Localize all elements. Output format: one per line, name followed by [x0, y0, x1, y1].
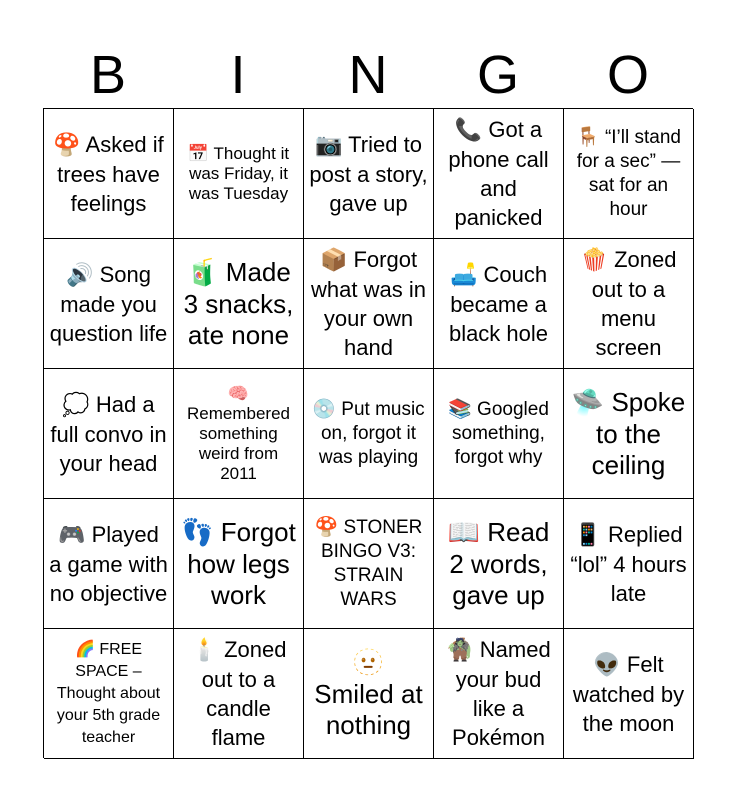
cell-label: Forgot what was in your own hand: [311, 247, 426, 360]
cell-content: [569, 650, 688, 738]
bingo-cell-r1-c3[interactable]: [304, 109, 434, 239]
bingo-cell-r4-c2[interactable]: [174, 499, 304, 629]
bingo-cell-r4-c5[interactable]: [564, 499, 694, 629]
cell-label: Tried to post a story, gave up: [309, 131, 428, 216]
cell-content: [569, 387, 688, 481]
cell-content: [309, 397, 428, 470]
bingo-cell-r4-c4[interactable]: [434, 499, 564, 629]
chair-icon: 🪑: [576, 126, 600, 148]
cell-label: Felt watched by the moon: [572, 651, 685, 736]
bingo-cell-r4-c1[interactable]: [44, 499, 174, 629]
cell-content: [439, 517, 558, 611]
cell-label: Made 3 snacks, ate none: [183, 256, 294, 350]
cell-label: Couch became a black hole: [448, 261, 549, 346]
bingo-cell-r5-c1[interactable]: [44, 629, 174, 759]
gamepad-icon: 🎮: [58, 522, 86, 548]
bingo-cell-r1-c1[interactable]: [44, 109, 174, 239]
rainbow-icon: 🌈: [74, 639, 95, 658]
book-icon: 📖: [447, 517, 480, 548]
cell-content: [309, 515, 428, 612]
cell-label: Song made you question life: [49, 261, 168, 346]
bingo-cell-r3-c3[interactable]: [304, 369, 434, 499]
cell-content: [179, 635, 298, 752]
ufo-icon: 🛸: [571, 387, 605, 418]
cell-content: [49, 520, 168, 608]
cell-content: [309, 647, 428, 741]
bingo-cell-r3-c5[interactable]: [564, 369, 694, 499]
cell-label: Asked if trees have feelings: [57, 131, 164, 216]
cell-label: Put music on, forgot it was playing: [318, 399, 425, 468]
bingo-cell-r2-c1[interactable]: [44, 239, 174, 369]
speaker-icon: 🔊: [66, 262, 94, 288]
cell-label: Googled something, forgot why: [452, 399, 549, 468]
cell-label: Read 2 words, gave up: [449, 516, 550, 610]
bingo-cell-r1-c5[interactable]: [564, 109, 694, 239]
cell-content: [49, 390, 168, 478]
cell-content: [439, 115, 558, 232]
dotted-face-icon: 🫥: [352, 647, 385, 678]
bingo-cell-r2-c2[interactable]: [174, 239, 304, 369]
cell-content: [179, 517, 298, 611]
header-letter-n: N: [348, 45, 388, 105]
header-letter-b: B: [89, 45, 127, 105]
cell-label: Got a phone call and panicked: [448, 117, 549, 230]
bingo-cell-r5-c3[interactable]: [304, 629, 434, 759]
cell-content: [569, 125, 688, 222]
bingo-cell-r3-c1[interactable]: [44, 369, 174, 499]
troll-icon: 🧌: [446, 638, 474, 663]
cell-label: Zoned out to a candle flame: [201, 637, 287, 750]
bingo-cell-r5-c2[interactable]: [174, 629, 304, 759]
candle-icon: 🕯️: [190, 638, 218, 663]
footprints-icon: 👣: [181, 517, 214, 548]
cell-content: [49, 260, 168, 348]
bingo-card-grid: [43, 108, 693, 758]
cell-label: Zoned out to a menu screen: [591, 247, 677, 360]
bingo-cell-r3-c4[interactable]: [434, 369, 564, 499]
camera-icon: 📷: [315, 132, 343, 158]
header-letter-i: I: [230, 45, 246, 105]
cell-content: [569, 245, 688, 362]
cell-label: Smiled at nothing: [314, 678, 423, 740]
bingo-cell-r1-c2[interactable]: [174, 109, 304, 239]
bingo-cell-r1-c4[interactable]: [434, 109, 564, 239]
alien-icon: 👽: [593, 652, 621, 678]
bingo-cell-r4-c3[interactable]: [304, 499, 434, 629]
thought-bubble-icon: 💭: [62, 392, 90, 418]
cell-label: Played a game with no objective: [49, 521, 168, 606]
cell-label: Replied “lol” 4 hours late: [570, 521, 687, 606]
phone-icon: 📱: [574, 522, 602, 548]
header-letter-g: G: [476, 45, 519, 105]
books-icon: 📚: [448, 398, 472, 420]
mushroom-icon: 🍄: [314, 516, 339, 538]
bingo-cell-r5-c5[interactable]: [564, 629, 694, 759]
header-letter-o: O: [606, 45, 649, 105]
cell-content: [49, 638, 168, 749]
cell-label: Forgot how legs work: [187, 516, 296, 610]
cell-label: FREE SPACE – Thought about your 5th grade teacher: [56, 641, 161, 746]
cell-content: [439, 635, 558, 752]
cell-content: [179, 384, 298, 484]
cell-content: [439, 260, 558, 348]
cell-label: Remembered something weird from 2011: [187, 403, 290, 483]
mushroom-icon: 🍄: [53, 132, 81, 158]
cell-label: Named your bud like a Pokémon: [452, 637, 551, 750]
cell-content: [49, 130, 168, 218]
cell-content: [309, 245, 428, 362]
bingo-cell-r2-c4[interactable]: [434, 239, 564, 369]
cell-label: Spoke to the ceiling: [591, 386, 686, 480]
popcorn-icon: 🍿: [580, 248, 608, 273]
bingo-cell-r5-c4[interactable]: [434, 629, 564, 759]
bingo-cell-r2-c3[interactable]: [304, 239, 434, 369]
cell-content: [309, 130, 428, 218]
bingo-header: [43, 42, 693, 108]
disc-icon: 💿: [312, 398, 336, 420]
cell-content: [179, 257, 298, 351]
couch-icon: 🛋️: [449, 262, 478, 288]
juice-box-icon: 🧃: [186, 257, 219, 288]
cell-label: Had a full convo in your head: [50, 391, 167, 476]
telephone-icon: 📞: [454, 118, 483, 143]
bingo-cell-r3-c2[interactable]: [174, 369, 304, 499]
bingo-cell-r2-c5[interactable]: [564, 239, 694, 369]
cell-label: “I’ll stand for a sec” — sat for an hour: [576, 127, 681, 220]
cell-content: [439, 397, 558, 470]
cell-label: STONER BINGO V3: STRAIN WARS: [320, 517, 423, 610]
brain-icon: 🧠: [227, 383, 250, 404]
calendar-icon: 📅: [187, 143, 210, 164]
cell-label: Thought it was Friday, it was Tuesday: [188, 143, 290, 203]
cell-content: [569, 520, 688, 608]
cell-content: [179, 144, 298, 204]
package-icon: 📦: [319, 248, 348, 273]
